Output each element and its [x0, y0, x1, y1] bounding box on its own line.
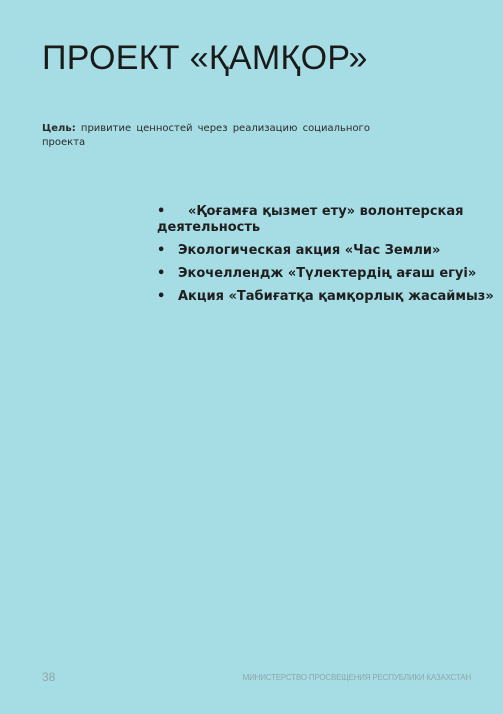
bullet-icon: •: [157, 204, 166, 219]
list-item-text: «Қоғамға қызмет ету» волонтерская деятельность: [157, 204, 464, 235]
bullet-icon: •: [157, 243, 166, 258]
goal-paragraph: [42, 122, 372, 150]
list-item-text: Акция «Табиғатқа қамқорлық жасаймыз»: [178, 289, 494, 304]
list-item: [157, 204, 472, 236]
list-item: [157, 289, 494, 305]
list-item: [157, 243, 472, 259]
list-item: [157, 266, 477, 282]
list-item-text: Экологическая акция «Час Земли»: [178, 243, 441, 258]
bullet-icon: •: [157, 289, 166, 304]
footer-ministry: МИНИСТЕРСТВО ПРОСВЕЩЕНИЯ РЕСПУБЛИКИ КАЗАХСТАН: [242, 673, 471, 682]
list-item-text: Экочеллендж «Түлектердің ағаш егуі»: [178, 266, 477, 281]
page-number: 38: [42, 670, 56, 684]
bullet-icon: •: [157, 266, 166, 281]
page-title: ПРОЕКТ «ҚАМҚОР»: [42, 39, 368, 77]
goal-text: привитие ценностей через реализацию социального проекта: [42, 123, 370, 148]
goal-label: Цель:: [42, 123, 76, 134]
activities-list: [157, 204, 494, 312]
